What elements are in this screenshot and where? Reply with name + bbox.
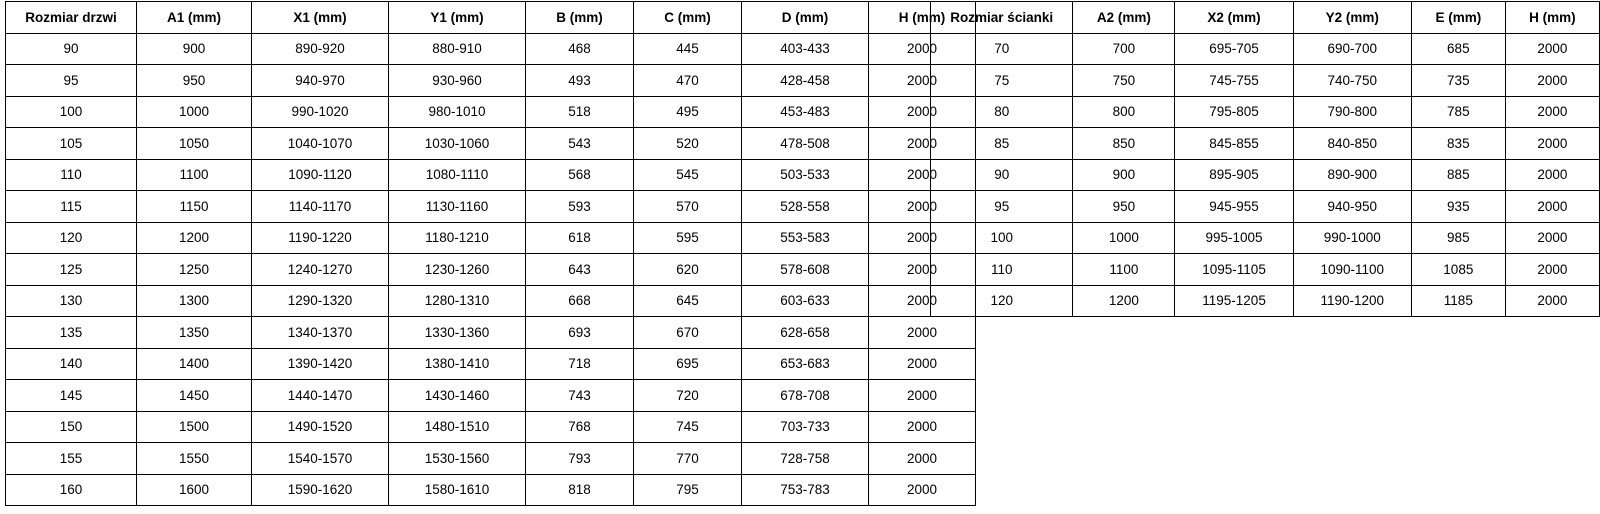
table-row xyxy=(6,285,976,317)
table-cell: 2000 xyxy=(1505,128,1599,160)
table-cell: 795 xyxy=(634,474,742,506)
table-cell: 1190-1200 xyxy=(1293,285,1411,317)
table-cell: 70 xyxy=(931,33,1073,65)
table-cell: 785 xyxy=(1411,96,1505,128)
table-cell: 768 xyxy=(526,411,634,443)
table-cell: 1000 xyxy=(1073,222,1175,254)
table-cell: 110 xyxy=(6,159,137,191)
table-cell: 2000 xyxy=(869,380,976,412)
table-cell: 110 xyxy=(931,254,1073,286)
table-row xyxy=(931,254,1600,286)
table-row xyxy=(6,65,976,97)
walls-table-column-header: H (mm) xyxy=(1505,2,1599,34)
table-row xyxy=(6,348,976,380)
table-row xyxy=(931,191,1600,223)
walls-table-column-header: E (mm) xyxy=(1411,2,1505,34)
doors-table-column-header: X1 (mm) xyxy=(252,2,389,34)
table-cell: 1530-1560 xyxy=(389,443,526,475)
table-cell: 1100 xyxy=(1073,254,1175,286)
doors-table-column-header: D (mm) xyxy=(742,2,869,34)
table-cell: 403-433 xyxy=(742,33,869,65)
table-cell: 95 xyxy=(931,191,1073,223)
table-cell: 100 xyxy=(931,222,1073,254)
table-cell: 795-805 xyxy=(1175,96,1293,128)
table-cell: 740-750 xyxy=(1293,65,1411,97)
walls-table-header xyxy=(931,2,1600,34)
table-cell: 2000 xyxy=(1505,96,1599,128)
table-cell: 1195-1205 xyxy=(1175,285,1293,317)
table-cell: 990-1000 xyxy=(1293,222,1411,254)
table-cell: 595 xyxy=(634,222,742,254)
table-cell: 2000 xyxy=(869,65,976,97)
table-cell: 2000 xyxy=(869,317,976,349)
table-cell: 2000 xyxy=(869,254,976,286)
table-cell: 700 xyxy=(1073,33,1175,65)
table-row xyxy=(6,474,976,506)
table-cell: 2000 xyxy=(1505,222,1599,254)
table-cell: 1390-1420 xyxy=(252,348,389,380)
table-cell: 1180-1210 xyxy=(389,222,526,254)
table-cell: 445 xyxy=(634,33,742,65)
walls-table-column-header: Y2 (mm) xyxy=(1293,2,1411,34)
table-cell: 1000 xyxy=(137,96,252,128)
table-cell: 645 xyxy=(634,285,742,317)
table-row xyxy=(931,128,1600,160)
table-cell: 1090-1100 xyxy=(1293,254,1411,286)
table-cell: 890-900 xyxy=(1293,159,1411,191)
table-cell: 945-955 xyxy=(1175,191,1293,223)
table-cell: 1400 xyxy=(137,348,252,380)
table-cell: 693 xyxy=(526,317,634,349)
table-row xyxy=(6,191,976,223)
table-cell: 718 xyxy=(526,348,634,380)
table-cell: 753-783 xyxy=(742,474,869,506)
table-cell: 1030-1060 xyxy=(389,128,526,160)
table-cell: 643 xyxy=(526,254,634,286)
doors-table-column-header: A1 (mm) xyxy=(137,2,252,34)
table-cell: 985 xyxy=(1411,222,1505,254)
table-cell: 468 xyxy=(526,33,634,65)
table-cell: 880-910 xyxy=(389,33,526,65)
table-cell: 130 xyxy=(6,285,137,317)
table-cell: 940-970 xyxy=(252,65,389,97)
table-cell: 900 xyxy=(1073,159,1175,191)
table-cell: 593 xyxy=(526,191,634,223)
table-cell: 1230-1260 xyxy=(389,254,526,286)
table-cell: 75 xyxy=(931,65,1073,97)
table-cell: 990-1020 xyxy=(252,96,389,128)
table-cell: 428-458 xyxy=(742,65,869,97)
table-cell: 750 xyxy=(1073,65,1175,97)
table-row xyxy=(6,128,976,160)
table-cell: 2000 xyxy=(869,128,976,160)
table-cell: 2000 xyxy=(869,159,976,191)
table-cell: 995-1005 xyxy=(1175,222,1293,254)
table-cell: 628-658 xyxy=(742,317,869,349)
table-header-row xyxy=(931,2,1600,34)
table-cell: 620 xyxy=(634,254,742,286)
table-cell: 150 xyxy=(6,411,137,443)
table-cell: 1500 xyxy=(137,411,252,443)
table-cell: 2000 xyxy=(1505,191,1599,223)
table-cell: 1490-1520 xyxy=(252,411,389,443)
table-cell: 2000 xyxy=(869,474,976,506)
doors-dimensions-table-container xyxy=(5,1,976,506)
table-cell: 1100 xyxy=(137,159,252,191)
table-cell: 90 xyxy=(6,33,137,65)
table-cell: 890-920 xyxy=(252,33,389,65)
table-cell: 2000 xyxy=(869,96,976,128)
table-cell: 470 xyxy=(634,65,742,97)
table-cell: 545 xyxy=(634,159,742,191)
table-row xyxy=(6,317,976,349)
table-cell: 100 xyxy=(6,96,137,128)
table-cell: 840-850 xyxy=(1293,128,1411,160)
table-cell: 2000 xyxy=(869,33,976,65)
table-cell: 1130-1160 xyxy=(389,191,526,223)
table-cell: 1090-1120 xyxy=(252,159,389,191)
doors-table-column-header: Y1 (mm) xyxy=(389,2,526,34)
table-cell: 1300 xyxy=(137,285,252,317)
table-cell: 790-800 xyxy=(1293,96,1411,128)
table-cell: 690-700 xyxy=(1293,33,1411,65)
table-cell: 695-705 xyxy=(1175,33,1293,65)
table-cell: 1085 xyxy=(1411,254,1505,286)
table-cell: 745-755 xyxy=(1175,65,1293,97)
table-cell: 728-758 xyxy=(742,443,869,475)
table-cell: 735 xyxy=(1411,65,1505,97)
table-cell: 2000 xyxy=(869,222,976,254)
table-cell: 1190-1220 xyxy=(252,222,389,254)
table-cell: 1050 xyxy=(137,128,252,160)
table-cell: 125 xyxy=(6,254,137,286)
table-cell: 668 xyxy=(526,285,634,317)
table-row xyxy=(6,443,976,475)
table-cell: 1095-1105 xyxy=(1175,254,1293,286)
doors-table-column-header: B (mm) xyxy=(526,2,634,34)
table-cell: 2000 xyxy=(1505,254,1599,286)
table-cell: 695 xyxy=(634,348,742,380)
table-cell: 1140-1170 xyxy=(252,191,389,223)
table-cell: 543 xyxy=(526,128,634,160)
table-cell: 900 xyxy=(137,33,252,65)
table-cell: 1590-1620 xyxy=(252,474,389,506)
table-cell: 105 xyxy=(6,128,137,160)
doors-table-column-header: C (mm) xyxy=(634,2,742,34)
table-cell: 885 xyxy=(1411,159,1505,191)
table-row xyxy=(6,33,976,65)
table-cell: 1200 xyxy=(1073,285,1175,317)
table-cell: 743 xyxy=(526,380,634,412)
table-cell: 495 xyxy=(634,96,742,128)
table-cell: 703-733 xyxy=(742,411,869,443)
table-cell: 1380-1410 xyxy=(389,348,526,380)
table-cell: 1185 xyxy=(1411,285,1505,317)
table-cell: 2000 xyxy=(869,443,976,475)
table-cell: 1250 xyxy=(137,254,252,286)
doors-table-body xyxy=(6,33,976,506)
table-row xyxy=(6,411,976,443)
table-cell: 155 xyxy=(6,443,137,475)
table-cell: 568 xyxy=(526,159,634,191)
table-cell: 793 xyxy=(526,443,634,475)
table-cell: 1040-1070 xyxy=(252,128,389,160)
table-cell: 453-483 xyxy=(742,96,869,128)
table-cell: 85 xyxy=(931,128,1073,160)
doors-table-header xyxy=(6,2,976,34)
table-cell: 1290-1320 xyxy=(252,285,389,317)
table-cell: 685 xyxy=(1411,33,1505,65)
table-cell: 1330-1360 xyxy=(389,317,526,349)
table-cell: 1200 xyxy=(137,222,252,254)
walls-dimensions-table xyxy=(930,1,1600,317)
table-cell: 1350 xyxy=(137,317,252,349)
table-cell: 1240-1270 xyxy=(252,254,389,286)
table-cell: 2000 xyxy=(1505,285,1599,317)
table-cell: 1580-1610 xyxy=(389,474,526,506)
table-row xyxy=(6,254,976,286)
table-cell: 520 xyxy=(634,128,742,160)
table-cell: 818 xyxy=(526,474,634,506)
table-cell: 653-683 xyxy=(742,348,869,380)
table-row xyxy=(6,96,976,128)
table-cell: 570 xyxy=(634,191,742,223)
table-cell: 2000 xyxy=(1505,65,1599,97)
table-cell: 720 xyxy=(634,380,742,412)
table-cell: 120 xyxy=(6,222,137,254)
table-cell: 618 xyxy=(526,222,634,254)
table-cell: 2000 xyxy=(1505,159,1599,191)
table-cell: 160 xyxy=(6,474,137,506)
table-row xyxy=(931,33,1600,65)
table-cell: 2000 xyxy=(869,285,976,317)
table-cell: 90 xyxy=(931,159,1073,191)
walls-table-body xyxy=(931,33,1600,317)
table-row xyxy=(931,222,1600,254)
table-cell: 678-708 xyxy=(742,380,869,412)
table-cell: 518 xyxy=(526,96,634,128)
table-cell: 1540-1570 xyxy=(252,443,389,475)
table-cell: 140 xyxy=(6,348,137,380)
table-cell: 528-558 xyxy=(742,191,869,223)
table-row xyxy=(931,159,1600,191)
table-cell: 1440-1470 xyxy=(252,380,389,412)
table-cell: 745 xyxy=(634,411,742,443)
table-row xyxy=(6,159,976,191)
table-cell: 1280-1310 xyxy=(389,285,526,317)
walls-table-column-header: A2 (mm) xyxy=(1073,2,1175,34)
table-cell: 1480-1510 xyxy=(389,411,526,443)
table-cell: 940-950 xyxy=(1293,191,1411,223)
table-cell: 845-855 xyxy=(1175,128,1293,160)
doors-table-column-header: H (mm) xyxy=(869,2,976,34)
table-cell: 770 xyxy=(634,443,742,475)
table-cell: 80 xyxy=(931,96,1073,128)
table-cell: 603-633 xyxy=(742,285,869,317)
table-cell: 895-905 xyxy=(1175,159,1293,191)
walls-table-column-header: Rozmiar ścianki xyxy=(931,2,1073,34)
table-row xyxy=(931,65,1600,97)
table-cell: 145 xyxy=(6,380,137,412)
table-cell: 95 xyxy=(6,65,137,97)
table-cell: 478-508 xyxy=(742,128,869,160)
table-header-row xyxy=(6,2,976,34)
table-cell: 1080-1110 xyxy=(389,159,526,191)
doors-dimensions-table xyxy=(5,1,976,506)
table-cell: 1600 xyxy=(137,474,252,506)
table-row xyxy=(6,380,976,412)
table-cell: 950 xyxy=(137,65,252,97)
table-cell: 503-533 xyxy=(742,159,869,191)
table-cell: 1340-1370 xyxy=(252,317,389,349)
table-cell: 1430-1460 xyxy=(389,380,526,412)
doors-table-column-header: Rozmiar drzwi xyxy=(6,2,137,34)
table-cell: 1550 xyxy=(137,443,252,475)
table-cell: 935 xyxy=(1411,191,1505,223)
table-cell: 120 xyxy=(931,285,1073,317)
table-cell: 930-960 xyxy=(389,65,526,97)
table-cell: 800 xyxy=(1073,96,1175,128)
table-cell: 980-1010 xyxy=(389,96,526,128)
table-row xyxy=(931,285,1600,317)
table-cell: 670 xyxy=(634,317,742,349)
table-cell: 2000 xyxy=(869,348,976,380)
table-cell: 578-608 xyxy=(742,254,869,286)
table-cell: 135 xyxy=(6,317,137,349)
table-row xyxy=(6,222,976,254)
table-cell: 835 xyxy=(1411,128,1505,160)
table-cell: 850 xyxy=(1073,128,1175,160)
table-cell: 2000 xyxy=(869,411,976,443)
table-cell: 493 xyxy=(526,65,634,97)
table-cell: 1150 xyxy=(137,191,252,223)
table-cell: 1450 xyxy=(137,380,252,412)
table-cell: 115 xyxy=(6,191,137,223)
table-cell: 2000 xyxy=(869,191,976,223)
walls-dimensions-table-container xyxy=(930,1,1600,317)
table-cell: 553-583 xyxy=(742,222,869,254)
table-cell: 950 xyxy=(1073,191,1175,223)
table-row xyxy=(931,96,1600,128)
walls-table-column-header: X2 (mm) xyxy=(1175,2,1293,34)
table-cell: 2000 xyxy=(1505,33,1599,65)
